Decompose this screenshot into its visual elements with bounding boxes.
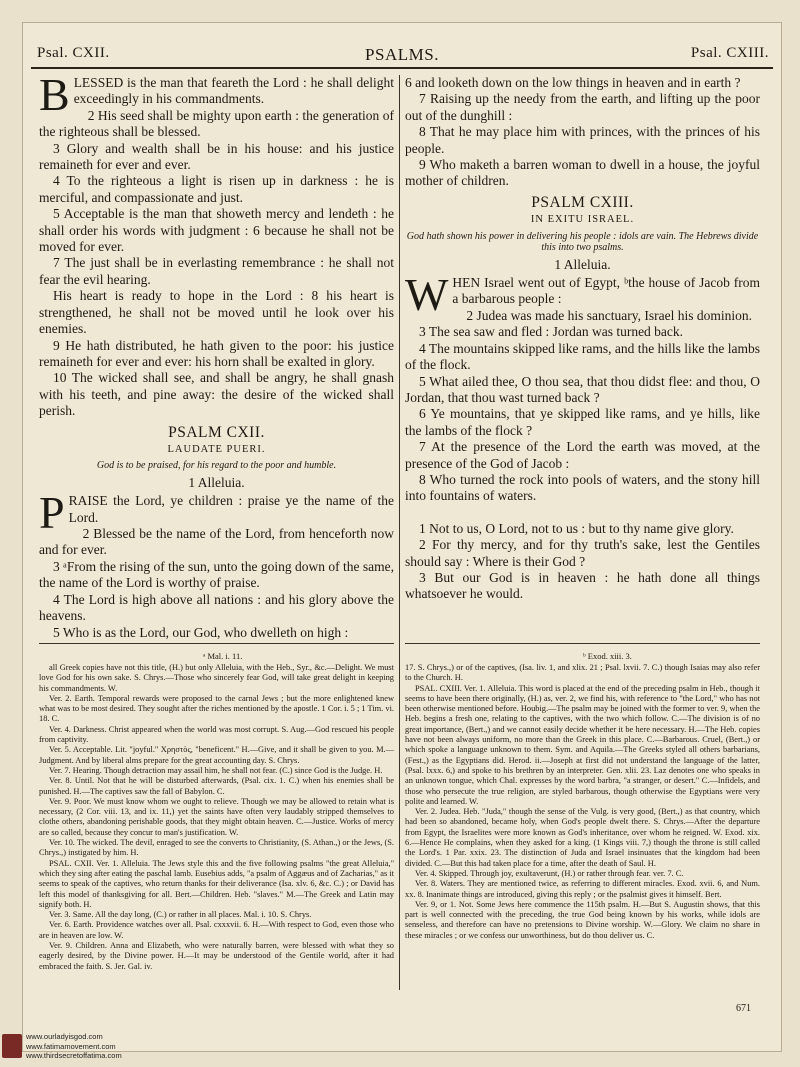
- verse-text: 3 Glory and wealth shall be in his house: and his justice remaineth for ever and ever.: [39, 140, 394, 173]
- verse-text: 6 Ye mountains, that ye skipped like rams, and ye hills, like the lambs of the flock ?: [405, 406, 760, 438]
- commentary-note: all Greek copies have not this title, (H.) but only Alleluia, with the Heb., Syr., &c.—Delight. We must love God for his own sake. S. Chrys.—Those who sincerely fear God, will take great delight in keeping his commandments. W.: [39, 663, 394, 693]
- verse-text: 9 Who maketh a barren woman to dwell in a house, the joyful mother of children.: [405, 157, 760, 189]
- drop-cap: W: [405, 269, 449, 321]
- psalm-subtitle: LAUDATE PUERI.: [167, 443, 266, 455]
- verse-text: 3 ᵃFrom the rising of the sun, unto the going down of the same, the name of the Lord is worthy of praise.: [39, 558, 394, 591]
- verse-text: 8 Who turned the rock into pools of waters, and the stony hill into fountains of waters.: [405, 471, 760, 504]
- verse-text: 4 To the righteous a light is risen up in darkness : he is merciful, and compassionate and just.: [39, 173, 394, 205]
- right-column: [405, 75, 760, 603]
- commentary-note: Ver. 4. Darkness. Christ appeared when the world was most corrupt. S. Aug.—God rescued his people from captivity.: [39, 724, 394, 745]
- commentary-right: [405, 663, 760, 941]
- commentary-note: Ver. 2. Earth. Temporal rewards were proposed to the carnal Jews ; but the more enlightened knew what was to be most desired. They sought after the riches mentioned by the apostle. 1 Cor. i. 5 ; 1 Tim. vi. 18. C.: [39, 693, 394, 724]
- commentary-note: Ver. 8. Until. Not that he will be disturbed afterwards, (Psal. cix. 1. C.) when his enemies shall be punished. H.—The captives saw the fall of Babylon. C.: [39, 776, 394, 796]
- footnote-rule-right: [405, 643, 760, 644]
- footnote-rule-left: [39, 643, 394, 644]
- left-column: [39, 69, 394, 641]
- footnote-reference-left: ᵃ Mal. i. 11.: [203, 651, 243, 661]
- verse-text: 10 The wicked shall see, and shall be angry, he shall gnash with his teeth, and pine away: the desire of the wicked shall perish.: [39, 370, 394, 419]
- verse-text: 6 and looketh down on the low things in heaven and in earth ?: [405, 75, 741, 90]
- verse-text: LESSED is the man that feareth the Lord : he shall delight exceedingly in his commandments.: [73, 75, 394, 107]
- column-divider: [399, 75, 400, 990]
- verse-text: 5 Who is as the Lord, our God, who dwelleth on high :: [53, 624, 349, 640]
- verse-text: RAISE the Lord, ye children : praise ye the name of the Lord.: [68, 493, 394, 525]
- header-center: PSALMS.: [365, 45, 439, 64]
- drop-cap: P: [39, 487, 65, 539]
- commentary-note: Ver. 7. Hearing. Though detraction may assail him, he shall not fear. (C.) since God is the Judge. H.: [49, 765, 383, 775]
- commentary-note: PSAL. CXII. Ver. 1. Alleluia. The Jews style this and the five following psalms "the great Alleluia," which they sing after eating the paschal lamb. Eusebius adds, "a psalm of Aggæus and of Zacharias," as it seems to speak of the captives, who return thanks for their deliverance (Isa. xlv. 6, &c. C.) ; or David has left this model of thanksgiving for all. Bert.—Children. Heb. "slaves." M.—The Greek and Latin may signify both. H.: [39, 858, 394, 909]
- site-logo-icon: [2, 1034, 22, 1058]
- verse-text: 7 At the presence of the Lord the earth was moved, at the presence of the God of Jacob :: [405, 439, 760, 471]
- watermark-urls: [26, 1032, 122, 1061]
- verse-text: 7 Raising up the needy from the earth, and lifting up the poor out of the dunghill :: [405, 91, 760, 123]
- verse-text: 2 Judea was made his sanctuary, Israel his dominion.: [466, 307, 752, 323]
- verse-text: 3 The sea saw and fled : Jordan was turned back.: [419, 324, 684, 340]
- commentary-note: Ver. 2. Judea. Heb. "Juda," though the sense of the Vulg. is very good, (Bert.,) as that country, which had been so abandoned, became holy, when God's people dwelt there. S. Chrys.—After the departure from Egypt, the Israelites were more known as God's inheritance, over whom he reigned. W. Exod. xix. 6.—Hence He complains, when they asked for a king. (1 Kings viii. 7,) though the throne is still called the Lord's. 1 Par. xxix. 23. The distinction of Juda and Israel insinuates that the kingdom had been divided. C.—But this had taken place for a time, after the death of Saul. H.: [405, 807, 760, 868]
- verse-text: 2 Blessed be the name of the Lord, from henceforth now and for ever.: [39, 526, 394, 558]
- commentary-note: 17. S. Chrys.,) or of the captives, (Isa. liv. 1, and xlix. 21 ; Psal. lxvii. 7. C.) though Isaias may also refer to the Church. H.: [405, 663, 760, 683]
- commentary-note: Ver. 9, or 1. Not. Some Jews here commence the 115th psalm. H.—But S. Augustin shows, that this part is well connected with the preceding, the true God being known by his works, while idols are senseless, and therefore can have no pretensions to Divine worship. W.—Glory. We claim no share in these miracles ; or we confess our unworthiness, but do thou deliver us. C.: [405, 899, 760, 940]
- watermark-url[interactable]: www.ourladyisgod.com: [26, 1032, 103, 1041]
- commentary-note: Ver. 6. Earth. Providence watches over all. Psal. cxxxvii. 6. H.—With respect to God, even those who are in heaven are low. W.: [39, 920, 394, 940]
- verse-text: HEN Israel went out of Egypt, ᵇthe house of Jacob from a barbarous people :: [452, 275, 760, 307]
- verse-text: 4 The mountains skipped like rams, and the hills like the lambs of the flock.: [405, 340, 760, 373]
- verse-text: 9 He hath distributed, he hath given to the poor: his justice remaineth for ever and ever: his horn shall be exalted in glory.: [39, 337, 394, 369]
- verse-text: 2 His seed shall be mighty upon earth : the generation of the righteous shall be blessed.: [39, 107, 394, 140]
- commentary-left: [39, 663, 394, 972]
- verse-text: 3 But our God is in heaven : he hath done all things whatsoever he would.: [405, 569, 760, 602]
- commentary-note: Ver. 9. Poor. We must know whom we ought to relieve. Though we may be allowed to retain what is necessary, (2 Cor. viii. 13, and ix. 11,) yet the saints have often very laudably stripped themselves to clothe others, abandoning perishable goods, that they might obtain heaven. C.—Justice. Works of mercy are so called, because they concur to man's justification. W.: [39, 796, 394, 837]
- running-header: [31, 43, 773, 69]
- watermark-url[interactable]: www.thirdsecretoffatima.com: [26, 1051, 122, 1060]
- page-number: 671: [736, 1003, 751, 1014]
- verse-text: 4 The Lord is high above all nations : and his glory above the heavens.: [39, 591, 394, 624]
- psalm-argument: God hath shown his power in delivering his people : idols are vain. The Hebrews divide this into two psalms.: [406, 230, 759, 254]
- commentary-note: PSAL. CXIII. Ver. 1. Alleluia. This word is placed at the end of the preceding psalm in Heb., though it seems to have been there originally, (H.) as, ver. 2, we find his, with reference to "the Lord," who has not been otherwise mentioned before. Houbig.—The psalm may be joined with the former to ver. 9, when the Heb. begins a fresh one, relating to the captives, with the two which follow. C.—The division is of no great importance, (Bert.,) and we cannot easily decide whether it be here necessary. H.—The Heb. copies have not been always uniform, no more than the Greek in this place. C.—Barbarous. Cruel, (Bert.,) or which spoke a language unknown to them. Sym. and Aquila.—The Greeks styled all others barbarians, (Fest.,) as the Egyptians did. Herod. ii.—Joseph at first did not understand the language of the latter, (Psal. lxxx. 6,) and spoke to his brethren by an interpreter. Gen. xlii. 23. Laz denotes one who speaks in an unknown tongue, which Chal. expresses by the word barbra, "a stranger, or desert." C.—Infidels, and those who persecute the true religion, are styled barbarous, though otherwise the Egyptians were very polite and learned. W.: [405, 683, 760, 806]
- header-left: Psal. CXII.: [37, 45, 110, 61]
- bible-page: [22, 22, 782, 1052]
- header-right: Psal. CXIII.: [690, 45, 769, 61]
- commentary-note: Ver. 8. Waters. They are mentioned twice, as referring to different miracles. Exod. xvii. 6, and Num. xx. 8. Inanimate things are introduced, giving this reply ; or the psalmist gives it himself. Bert.: [405, 879, 760, 899]
- verse-text: 7 The just shall be in everlasting remembrance : he shall not fear the evil hearing.: [39, 255, 394, 287]
- watermark-url[interactable]: www.fatimamovement.com: [26, 1041, 116, 1051]
- psalm-title: PSALM CXII.: [168, 423, 265, 441]
- footnote-reference-right: ᵇ Exod. xiii. 3.: [583, 651, 632, 661]
- verse-text: 5 Acceptable is the man that showeth mercy and lendeth : he shall order his words with judgment : 6 because he shall not be moved for ever.: [39, 206, 394, 255]
- commentary-note: Ver. 10. The wicked. The devil, enraged to see the converts to Christianity, (S. Athan.,) or the Jews, (S. Chrys.,) instigated by him. H.: [39, 838, 394, 858]
- verse-text: 2 For thy mercy, and for thy truth's sake, lest the Gentiles should say : Where is their God ?: [405, 537, 760, 569]
- alleluia: 1 Alleluia.: [188, 474, 245, 490]
- drop-cap: B: [39, 69, 70, 120]
- psalm-subtitle: IN EXITU ISRAEL.: [530, 214, 635, 226]
- commentary-note: Ver. 4. Skipped. Through joy, exultaverunt, (H.) or rather through fear. ver. 7. C.: [415, 868, 684, 878]
- verse-text: His heart is ready to hope in the Lord : 8 his heart is strengthened, he shall not be moved until he look over his enemies.: [39, 288, 394, 337]
- alleluia: 1 Alleluia.: [554, 256, 611, 272]
- verse-text: 8 That he may place him with princes, with the princes of his people.: [405, 124, 760, 156]
- commentary-note: Ver. 5. Acceptable. Lit. "joyful." Χρηστὸς, "beneficent." H.—Give, and it shall be given to you. M.—Judgment. And by liberal alms prepare for the great accounting day. S. Chrys.: [39, 745, 394, 765]
- psalm-argument: God is to be praised, for his regard to the poor and humble.: [96, 460, 337, 472]
- psalm-title: PSALM CXIII.: [531, 193, 634, 211]
- verse-text: 5 What ailed thee, O thou sea, that thou didst flee: and thou, O Jordan, that thou wast turned back ?: [405, 373, 760, 405]
- verse-text: 1 Not to us, O Lord, not to us : but to thy name give glory.: [419, 520, 734, 536]
- commentary-note: Ver. 3. Same. All the day long, (C.) or rather in all places. Mal. i. 10. S. Chrys.: [49, 910, 312, 920]
- verse-gap: [405, 505, 760, 521]
- commentary-note: Ver. 9. Children. Anna and Elizabeth, who were naturally barren, were blessed with what they so eagerly desired, by the Divine power. H.—It may be understood of the Gentile world, after it had embraced the faith. S. Jer. Gal. iv.: [39, 941, 394, 971]
